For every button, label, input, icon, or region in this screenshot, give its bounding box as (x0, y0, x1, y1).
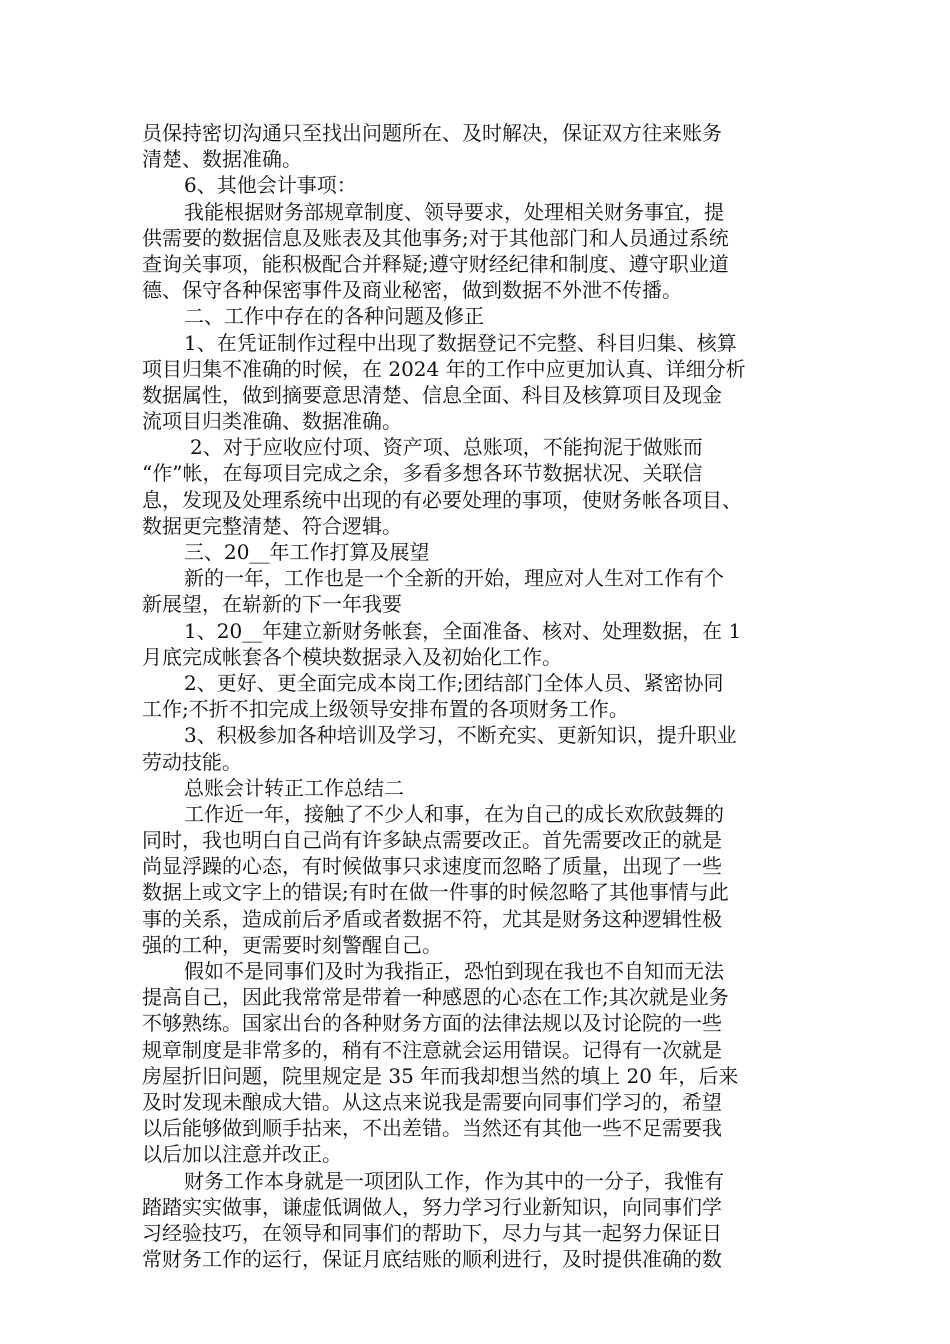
text-line: 尚显浮躁的心态，有时候做事只求速度而忽略了质量，出现了一些 (142, 854, 722, 879)
text-line: 德、保守各种保密事件及商业秘密，做到数据不外泄不传播。 (142, 278, 682, 303)
text-line: 不够熟练。国家出台的各种财务方面的法律法规以及讨论院的一些 (142, 1011, 722, 1036)
text-line: 以后能够做到顺手拈来，不出差错。当然还有其他一些不足需要我 (142, 1116, 722, 1141)
text-line: 劳动技能。 (142, 749, 242, 774)
section-heading: 二、工作中存在的各种问题及修正 (184, 304, 484, 329)
text-line: 强的工种，更需要时刻警醒自己。 (142, 932, 442, 957)
text-line: “作”帐，在每项目完成之余，多看多想各环节数据状况、关联信 (142, 461, 703, 486)
text-line: 及时发现未酿成大错。从这点来说我是需要向同事们学习的，希望 (142, 1089, 722, 1114)
text-line: 项目归集不准确的时候，在 2024 年的工作中应更加认真、详细分析 (142, 356, 746, 381)
text-line: 3、积极参加各种培训及学习，不断充实、更新知识，提升职业 (184, 723, 737, 748)
text-line: 数据上或文字上的错误;有时在做一件事的时候忽略了其他事情与此 (142, 880, 729, 905)
text-line: 2、对于应收应付项、资产项、总账项，不能拘泥于做账而 (190, 435, 703, 460)
text-line: 查询关事项，能积极配合并释疑;遵守财经纪律和制度、遵守职业道 (142, 251, 729, 276)
text-line: 流项目归类准确、数据准确。 (142, 409, 402, 434)
text-line: 工作近一年，接触了不少人和事，在为自己的成长欢欣鼓舞的 (184, 801, 724, 826)
section-heading: 三、20__年工作打算及展望 (184, 540, 430, 564)
text-line: 以后加以注意并改正。 (142, 1142, 342, 1167)
text-line: 2、更好、更全面完成本岗工作;团结部门全体人员、紧密协同 (184, 670, 724, 695)
text-line: 房屋折旧问题，院里规定是 35 年而我却想当然的填上 20 年，后来 (142, 1063, 739, 1088)
document-body (142, 120, 827, 1272)
text-line: 员保持密切沟通只至找出问题所在、及时解决，保证双方往来账务 (142, 121, 722, 145)
text-line: 清楚、数据准确。 (142, 147, 302, 172)
text-line: 1、20__年建立新财务帐套，全面准备、核对、处理数据，在 1 (184, 618, 742, 643)
document-title: 总账会计转正工作总结二 (184, 775, 404, 800)
text-line: 数据属性，做到摘要意思清楚、信息全面、科目及核算项目及现金 (142, 382, 722, 407)
text-line: 事的关系，造成前后矛盾或者数据不符，尤其是财务这种逻辑性极 (142, 906, 722, 931)
text-line: 踏踏实实做事，谦虚低调做人，努力学习行业新知识，向同事们学 (142, 1194, 722, 1219)
text-line: 息，发现及处理系统中出现的有必要处理的事项，使财务帐各项目、 (142, 487, 742, 512)
text-line: 财务工作本身就是一项团队工作，作为其中的一分子，我惟有 (184, 1168, 724, 1193)
text-line: 工作;不折不扣完成上级领导安排布置的各项财务工作。 (142, 697, 629, 722)
text-line: 新展望，在崭新的下一年我要 (142, 592, 402, 617)
text-line: 规章制度是非常多的，稍有不注意就会运用错误。记得有一次就是 (142, 1037, 722, 1062)
text-line: 供需要的数据信息及账表及其他事务;对于其他部门和人员通过系统 (142, 225, 729, 250)
text-line: 提高自己，因此我常常是带着一种感恩的心态在工作;其次就是业务 (142, 985, 729, 1010)
text-line: 我能根据财务部规章制度、领导要求，处理相关财务事宜，提 (184, 199, 724, 224)
text-line: 月底完成帐套各个模块数据录入及初始化工作。 (142, 644, 562, 669)
text-line: 1、在凭证制作过程中出现了数据登记不完整、科目归集、核算 (184, 330, 737, 355)
text-line: 假如不是同事们及时为我指正，恐怕到现在我也不自知而无法 (184, 959, 724, 983)
text-line: 习经验技巧，在领导和同事们的帮助下，尽力与其一起努力保证日 (142, 1220, 722, 1245)
text-line: 数据更完整清楚、符合逻辑。 (142, 513, 402, 538)
section-subheading: 6、其他会计事项： (184, 173, 357, 198)
text-line: 同时，我也明白自己尚有许多缺点需要改正。首先需要改正的就是 (142, 828, 722, 853)
text-line: 新的一年，工作也是一个全新的开始，理应对人生对工作有个 (184, 566, 724, 591)
text-line: 常财务工作的运行，保证月底结账的顺利进行，及时提供准确的数 (142, 1247, 722, 1272)
